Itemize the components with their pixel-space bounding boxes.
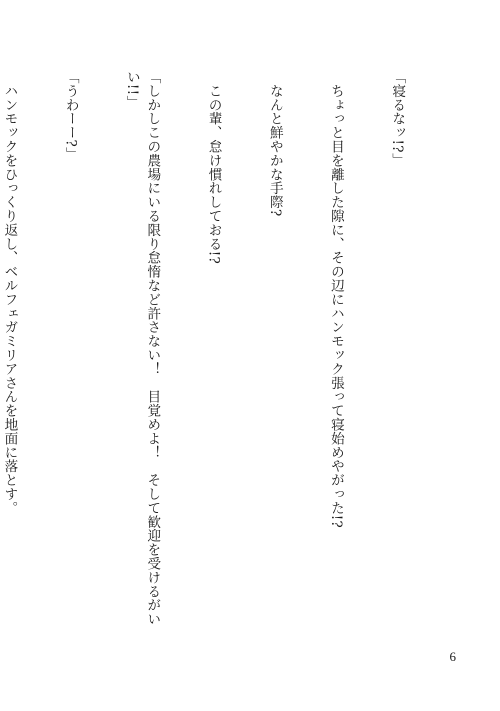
vertical-text-body xyxy=(0,70,448,630)
text-line: ちょっと目を離した隙に、その辺にハンモック張って寝始めやがった!? xyxy=(327,70,344,529)
page-number: 6 xyxy=(449,649,456,664)
text-line: この輩、怠け慣れしておる!? xyxy=(205,70,222,265)
text-line: 「うわーー?」 xyxy=(62,70,79,161)
text-line: 「寝るなッ!?」 xyxy=(389,70,406,167)
text-line: 「しかしこの農場にいる限り怠惰など許さない！ 目覚めよ！ そして歓迎を受けるがいい!!」 xyxy=(123,70,161,626)
text-line: ハンモックをひっくり返し、ベルフェガミリアさんを地面に落とす。 xyxy=(1,70,18,515)
text-line: なんと鮮やかな手際? xyxy=(266,70,283,217)
